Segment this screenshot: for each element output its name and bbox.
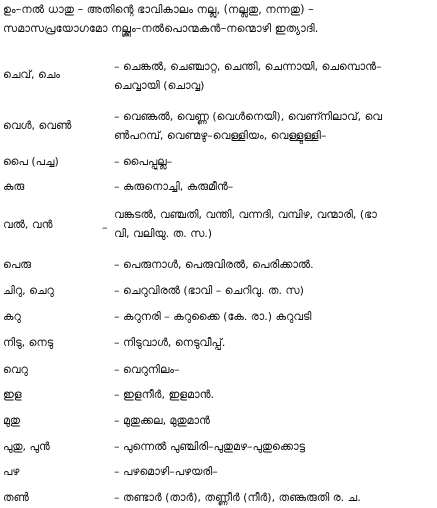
entry-definition-line: വി, വലിയു. ത. സ.) [114, 227, 213, 240]
entry-definition-line: – ഇളനീർ, ഇളമാൻ. [114, 388, 215, 401]
intro-line-1: ഉം–നൽ ധാതു – അതിന്റെ ഭാവികാലം നല്ലു, (നല്ലതു, നന്നതു) – [3, 3, 314, 16]
entry-definition-line: – തണ്ടാർ (താർ), തണ്ണീർ (നീർ), തണ്കരുതി ര. ച. [114, 491, 361, 504]
entry-definition-line: – കറുനരി – കറുക്കൈ (കേ. രാ.) കറുവടി [114, 310, 312, 323]
entry-term: മുതു [3, 414, 21, 427]
entry-definition-line: – ചെങ്കൽ, ചെഞ്ചാറ്റ, ചെന്തി, ചെന്നായി, ചെമ്പൊൻ– [114, 60, 382, 73]
entry-term: വെറു [3, 363, 28, 376]
entry-term: പെരു [3, 258, 32, 271]
entry-definition-line: ചെവ്വായി (ചൊവ്വ) [114, 79, 205, 92]
entry-definition-line: – നിടുവാൾ, നെടുവീപ്പ്. [114, 336, 226, 349]
entry-definition-line: – മുതുക്കല, മുതുമാൻ [114, 414, 210, 427]
entry-definition-line: വങ്കടൽ, വഞ്ചതി, വന്തി, വന്നദി, വമ്പിഴ, വന്മാരി, (ഭാ [114, 208, 377, 221]
entry-term: ചിറു, ചെറു [3, 284, 54, 297]
entry-definition-line: – പെരുനാൾ, പെരുവിരൽ, പെരിക്കാൽ. [114, 258, 314, 271]
entry-term: ചെവ്, ചെം [3, 68, 60, 81]
entry-dash: – [102, 221, 108, 234]
entry-term: തൺ [3, 491, 29, 504]
entry-definition-line: – കരുനൊച്ചി, കരുമീൻ– [114, 180, 234, 193]
entry-term: വെൾ, വെൺ [3, 119, 72, 132]
entry-term: പൈ (പച്ച) [3, 155, 59, 168]
entry-definition-line: – പഴമൊഴി–പഴയരി– [114, 465, 218, 478]
intro-line-2: സമാസപ്രയോഗമോ നല്ക്കൂം–നൽപൊന്മകൻ–നന്മൊഴി ഇത്യാദി. [3, 22, 319, 35]
entry-definition-line: – വെറുനിലം– [114, 363, 180, 376]
entry-definition-line: – ചെറുവിരൽ (ഭാവി – ചെറിവു. ത. സ) [114, 284, 304, 297]
entry-definition-line: – വെണ്കൽ, വെണ്ണ (വെൾനെയി), വെണ്നിലാവ്, വെ [114, 110, 383, 123]
entry-term: പഴ [3, 465, 20, 478]
entry-definition-line: – പുന്നെൽ പുഞ്ചിരി–പുതുമഴ–പുതുക്കൊട്ട [114, 440, 306, 453]
entry-term: വൽ, വൻ [3, 218, 53, 231]
entry-term: നിടു, നെടു [3, 336, 54, 349]
entry-definition-line: ൺപറമ്പ്, വെണ്മഴു–വെള്ളിയം, വെള്ളുള്ളി– [114, 129, 327, 142]
entry-term: കറു [3, 310, 21, 323]
entry-term: പുതു, പുൻ [3, 440, 50, 453]
entry-term: കരു [3, 180, 25, 193]
entry-term: ഇള [3, 388, 22, 401]
entry-definition-line: – പൈപ്പുല്ല– [114, 155, 173, 168]
